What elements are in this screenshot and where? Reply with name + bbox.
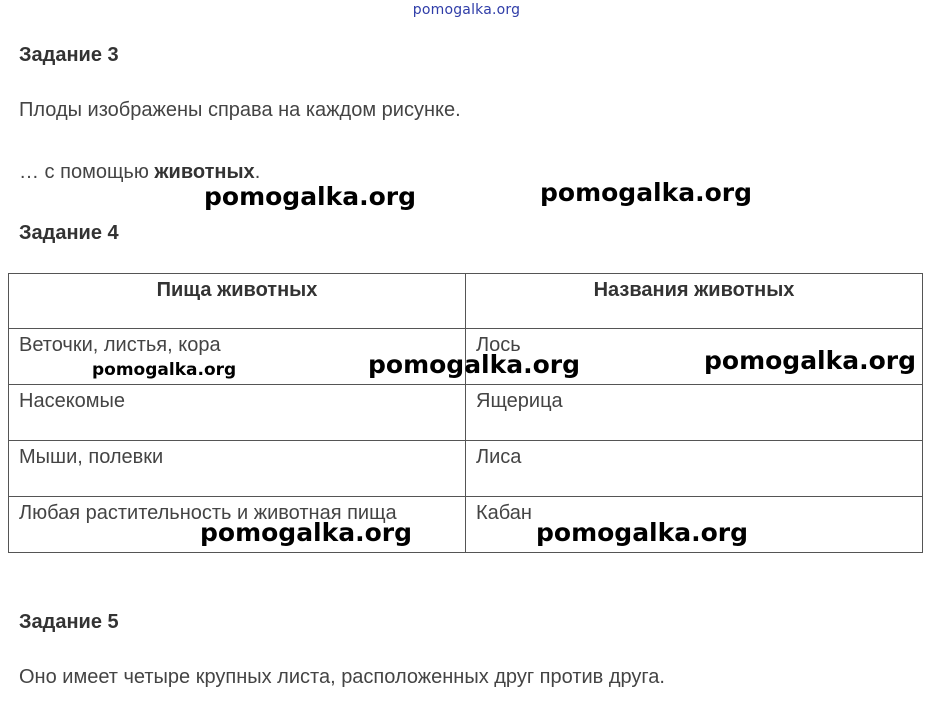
site-watermark-top: pomogalka.org <box>412 2 521 18</box>
table-cell-food: Любая растительность и животная пища <box>9 497 466 553</box>
watermark: pomogalka.org <box>92 360 237 380</box>
table-row <box>9 497 923 553</box>
table-header-animals: Названия животных <box>466 274 923 329</box>
task5-text-line1: Оно имеет четыре крупных листа, расположенных друг против друга. <box>19 666 665 688</box>
table-cell-food: Веточки, листья, кора <box>9 329 466 385</box>
watermark: pomogalka.org <box>704 346 917 375</box>
table-cell-animal: Кабан <box>466 497 923 553</box>
task3-line2-suffix: . <box>254 161 261 183</box>
task3-line2-bold: животных <box>154 161 255 183</box>
task3-text-line1: Плоды изображены справа на каждом рисунке. <box>19 99 461 121</box>
watermark: pomogalka.org <box>536 518 749 547</box>
table-cell-animal: Лиса <box>466 441 923 497</box>
task3-line2-prefix: … с помощью <box>19 161 155 183</box>
task3-heading: Задание 3 <box>19 44 119 66</box>
table-cell-food: Насекомые <box>9 385 466 441</box>
task4-heading: Задание 4 <box>19 222 119 244</box>
table-cell-animal: Лось <box>466 329 923 385</box>
table-cell-animal: Ящерица <box>466 385 923 441</box>
food-animals-table <box>8 273 923 553</box>
watermark: pomogalka.org <box>204 182 417 211</box>
task5-heading: Задание 5 <box>19 611 119 633</box>
watermark: pomogalka.org <box>540 178 753 207</box>
task3-text-line2 <box>19 161 260 184</box>
table-row <box>9 441 923 497</box>
watermark: pomogalka.org <box>200 518 413 547</box>
table-header-row <box>9 274 923 329</box>
table-header-food: Пища животных <box>9 274 466 329</box>
table-row <box>9 385 923 441</box>
table-cell-food: Мыши, полевки <box>9 441 466 497</box>
watermark: pomogalka.org <box>368 350 581 379</box>
